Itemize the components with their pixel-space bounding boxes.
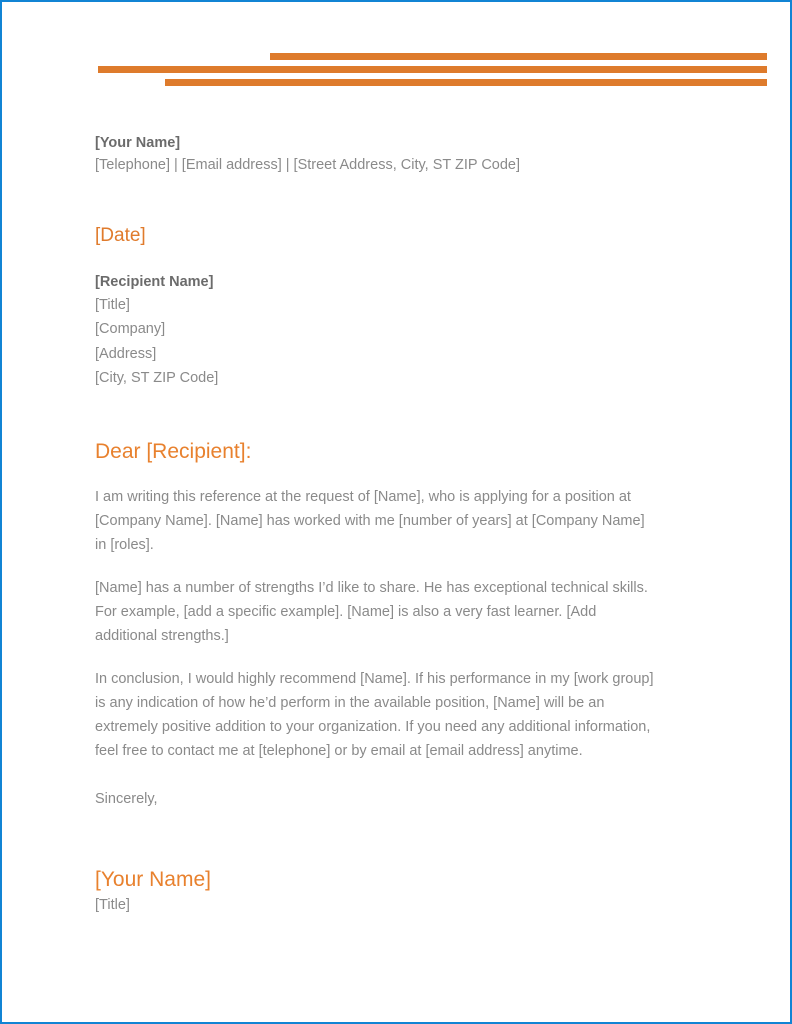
recipient-name: [Recipient Name] xyxy=(95,274,214,290)
sender-contact-line: [Telephone] | [Email address] | [Street Address, City, ST ZIP Code] xyxy=(95,157,521,173)
letterhead-rule-middle xyxy=(98,66,767,73)
recipient-city-state-zip: [City, ST ZIP Code] xyxy=(95,369,219,386)
recipient-block xyxy=(95,249,695,390)
sender-block xyxy=(95,133,695,176)
body-paragraph: [Name] has a number of strengths I’d like to share. He has exceptional technical skills. For example, [add a specific example]. [Name] is also a very fast learner. [Add additional strengths.] xyxy=(95,580,648,644)
letter-date: [Date] xyxy=(95,225,146,246)
recipient-address: [Address] xyxy=(95,345,157,362)
letterhead-banner xyxy=(2,2,792,102)
letterhead-rule-top xyxy=(270,53,767,60)
recipient-company: [Company] xyxy=(95,321,166,338)
letter-content xyxy=(95,133,695,916)
salutation: Dear [Recipient]: xyxy=(95,440,252,464)
signature-name: [Your Name] xyxy=(95,868,211,892)
body-paragraph: I am writing this reference at the request of [Name], who is applying for a position at [Company Name]. [Name] has worked with me [number of years] at [Company Name] in [roles]. xyxy=(95,489,645,553)
recipient-title: [Title] xyxy=(95,297,130,313)
letterhead-rule-bottom xyxy=(165,79,767,86)
signature-title: [Title] xyxy=(95,897,130,914)
sender-name: [Your Name] xyxy=(95,135,181,151)
signature-block xyxy=(95,811,695,916)
body-copy xyxy=(95,466,695,763)
body-paragraph: In conclusion, I would highly recommend [Name]. If his performance in my [work group] is any indication of how he’d perform in the available position, [Name] will be an extremely positive addition to your organization. If you need any additional information, feel free to contact me at [telephone] or by email at [email address] anytime. xyxy=(95,671,654,759)
closing-line: Sincerely, xyxy=(95,791,158,808)
